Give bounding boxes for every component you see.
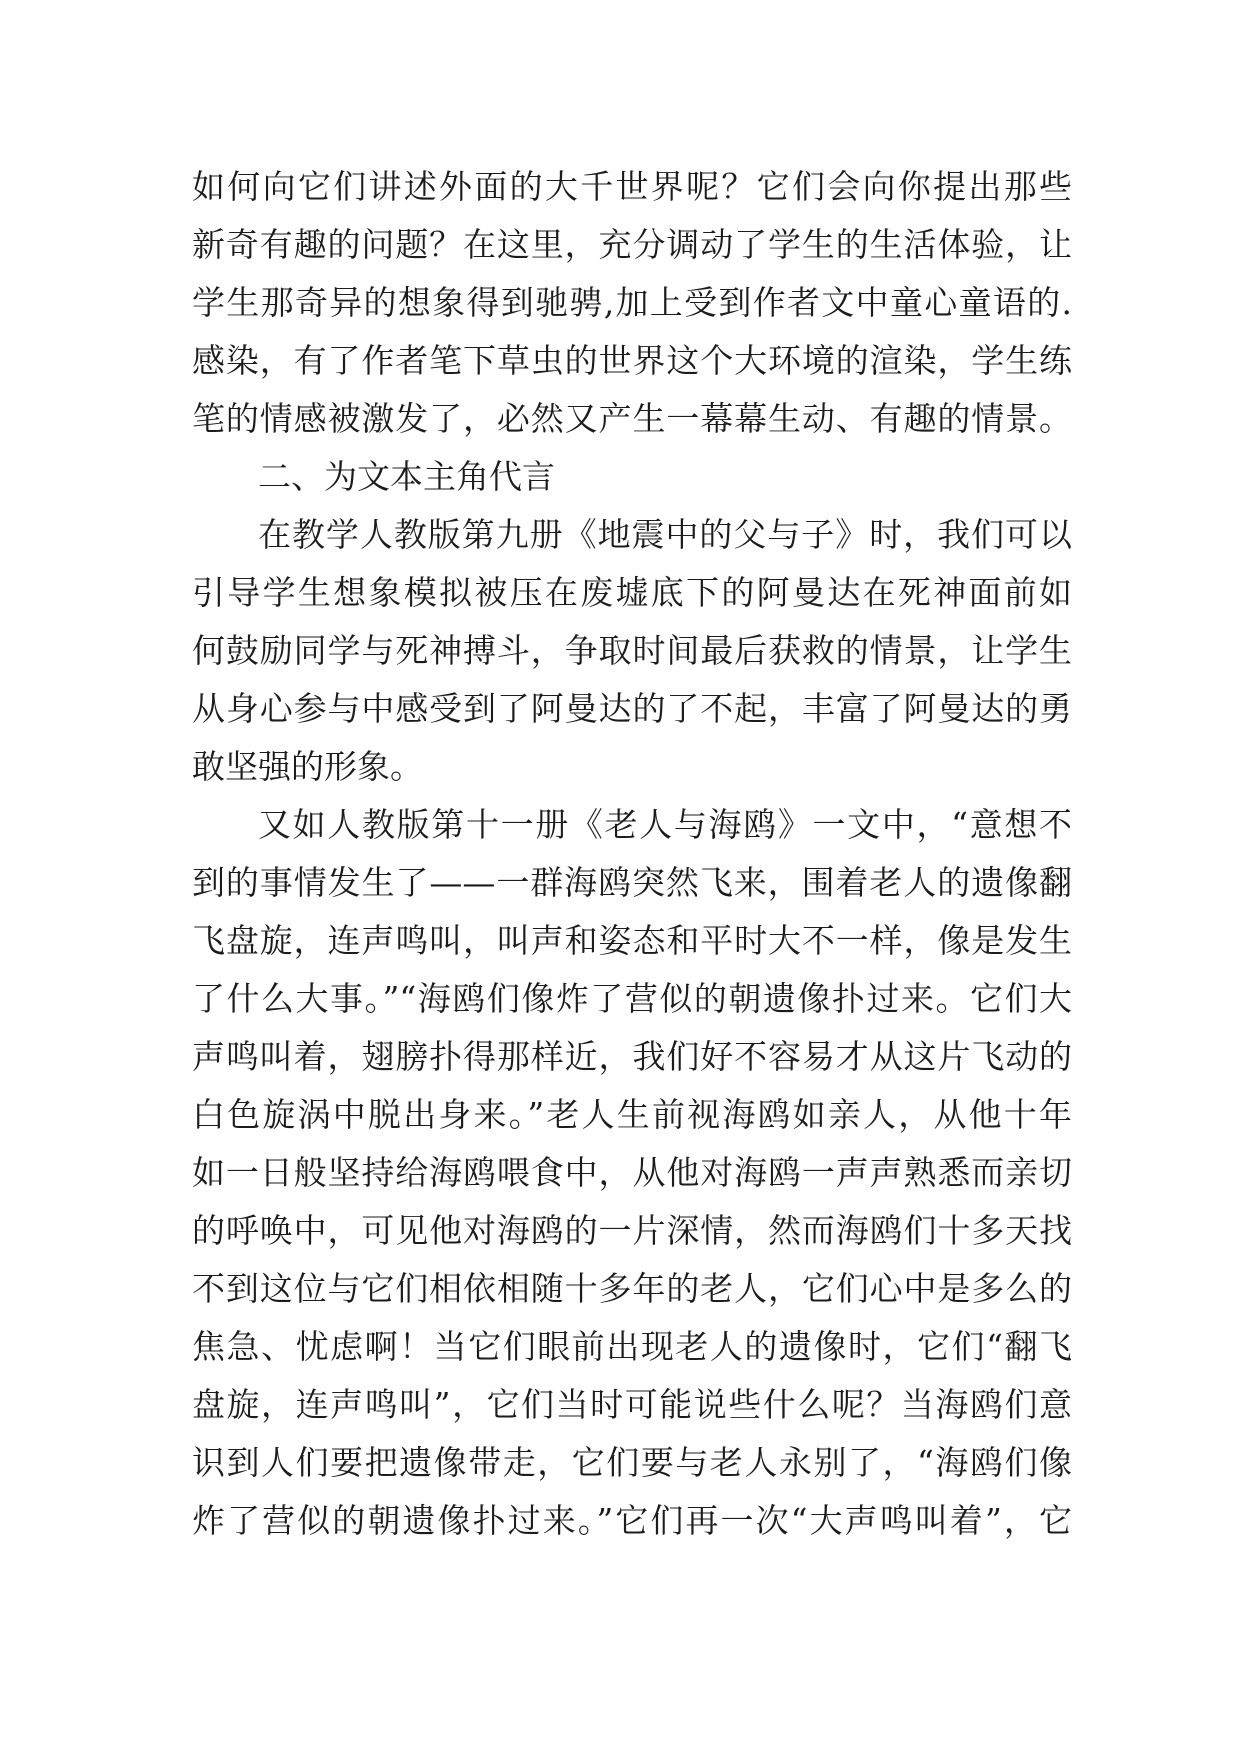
text-line: 白色旋涡中脱出身来。”老人生前视海鸥如亲人，从他十年	[192, 1095, 1072, 1134]
text-line: 不到这位与它们相依相随十多年的老人，它们心中是多么的	[192, 1269, 1072, 1308]
text-line: 炸了营似的朝遗像扑过来。”它们再一次“大声鸣叫着”，它	[192, 1501, 1072, 1540]
text-line: 新奇有趣的问题？在这里，充分调动了学生的生活体验，让	[192, 225, 1072, 264]
text-line: 声鸣叫着，翅膀扑得那样近，我们好不容易才从这片飞动的	[192, 1037, 1072, 1076]
text-line: 引导学生想象模拟被压在废墟底下的阿曼达在死神面前如	[192, 573, 1072, 612]
text-line: 了什么大事。”“海鸥们像炸了营似的朝遗像扑过来。它们大	[192, 979, 1072, 1018]
body-text	[192, 158, 1072, 1550]
text-line: 何鼓励同学与死神搏斗，争取时间最后获救的情景，让学生	[192, 631, 1072, 670]
text-line: 飞盘旋，连声鸣叫，叫声和姿态和平时大不一样，像是发生	[192, 921, 1072, 960]
text-line: 的呼唤中，可见他对海鸥的一片深情，然而海鸥们十多天找	[192, 1211, 1072, 1250]
text-line: 如何向它们讲述外面的大千世界呢？它们会向你提出那些	[192, 167, 1072, 206]
paragraph-first-line: 在教学人教版第九册《地震中的父与子》时，我们可以	[258, 515, 1072, 554]
paragraph-first-line: 二、为文本主角代言	[258, 457, 555, 496]
text-line: 笔的情感被激发了，必然又产生一幕幕生动、有趣的情景。	[192, 399, 1072, 438]
text-line: 如一日般坚持给海鸥喂食中，从他对海鸥一声声熟悉而亲切	[192, 1153, 1072, 1192]
text-line: 学生那奇异的想象得到驰骋,加上受到作者文中童心童语的.	[192, 283, 1072, 322]
text-line: 到的事情发生了——一群海鸥突然飞来，围着老人的遗像翻	[192, 863, 1072, 902]
text-line: 识到人们要把遗像带走，它们要与老人永别了，“海鸥们像	[192, 1443, 1072, 1482]
text-line: 敢坚强的形象。	[192, 747, 423, 786]
paragraph-first-line: 又如人教版第十一册《老人与海鸥》一文中，“意想不	[258, 805, 1072, 844]
text-line: 感染，有了作者笔下草虫的世界这个大环境的渲染，学生练	[192, 341, 1072, 380]
text-line: 盘旋，连声鸣叫”，它们当时可能说些什么呢？当海鸥们意	[192, 1385, 1072, 1424]
text-line: 从身心参与中感受到了阿曼达的了不起，丰富了阿曼达的勇	[192, 689, 1072, 728]
text-line: 焦急、忧虑啊！当它们眼前出现老人的遗像时，它们“翻飞	[192, 1327, 1072, 1366]
